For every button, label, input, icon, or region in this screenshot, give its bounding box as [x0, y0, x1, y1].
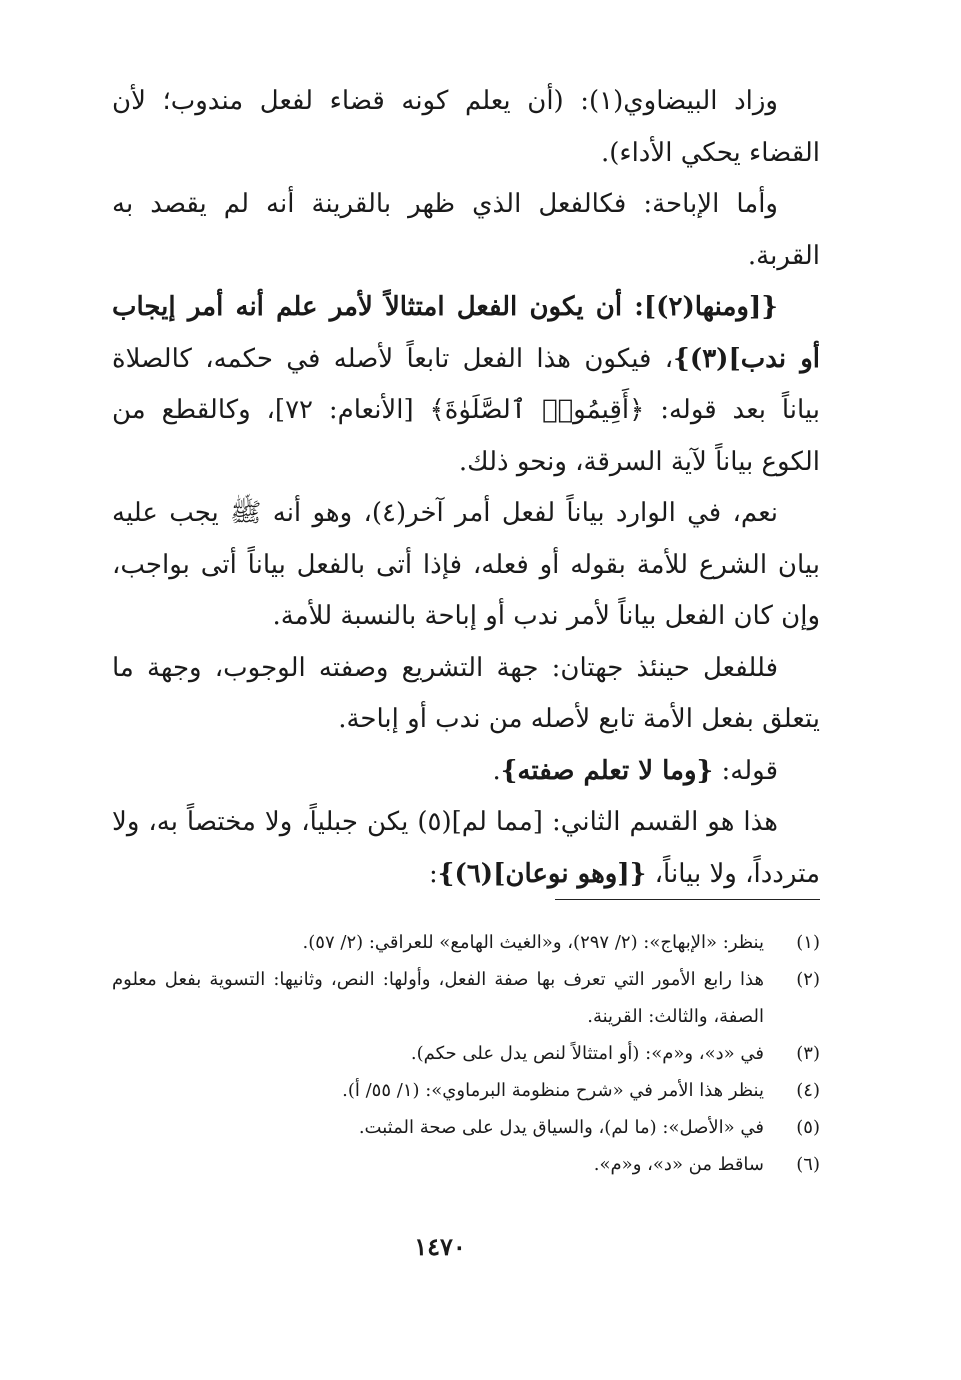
footnote-number: (٣)	[796, 1043, 820, 1064]
footnote-5	[112, 1109, 820, 1146]
footnote-3	[112, 1035, 820, 1072]
footnote-text: في «الأصل»: (ما لم)، والسياق يدل على صحة المثبت.	[358, 1117, 764, 1138]
footnote-number: (٥)	[796, 1117, 820, 1138]
paragraph-6-end: .	[492, 755, 501, 786]
main-text	[112, 76, 820, 900]
paragraph-7	[112, 797, 820, 900]
footnote-text: ينظر: «الإبهاج»: (٢/ ٢٩٧)، و«الغيث الهامع» للعراقي: (٢/ ٥٧).	[302, 932, 764, 953]
paragraph-7-end: :	[429, 858, 438, 889]
page-number: ١٤٧٠	[414, 1232, 466, 1261]
footnote-number: (٢)	[796, 969, 820, 990]
footnote-number: (٤)	[796, 1080, 820, 1101]
footnote-text: ينظر هذا الأمر في «شرح منظومة البرماوي»: (١/ ٥٥/ أ).	[342, 1080, 764, 1101]
footnote-separator	[555, 899, 820, 900]
footnote-text: في «د»، و«م»: (أو امتثالاً لنص يدل على حكم).	[410, 1043, 764, 1064]
paragraph-6	[112, 746, 820, 798]
paragraph-7-text: هذا هو القسم الثاني: [مما لم](٥) يكن جبلياً، ولا مختصاً به، ولا متردداً، ولا بياناً،	[112, 807, 820, 889]
paragraph-7-bold: {[وهو نوعان](٦)}	[437, 858, 647, 889]
paragraph-3-rest: ، فيكون هذا الفعل تابعاً لأصله في حكمه، كالصلاة بياناً بعد قوله: ﴿أَقِيمُوا۟ ٱلصَّلَوٰةَ﴾ [الأنعام: ٧٢]، وكالقطع من الكوع بياناً لآية السرقة، ونحو ذلك.	[112, 343, 820, 477]
footnote-text: ساقط من «د»، و«م».	[593, 1154, 764, 1175]
paragraph-3	[112, 282, 820, 488]
paragraph-5: فللفعل حينئذ جهتان: جهة التشريع وصفته الوجوب، وجهة ما يتعلق بفعل الأمة تابع لأصله من ندب أو إباحة.	[112, 652, 820, 734]
footnote-number: (١)	[796, 932, 820, 953]
paragraph-6-lead: قوله:	[713, 755, 778, 786]
footnote-2	[112, 961, 820, 1035]
paragraph-3-bold: {[ومنها(٢)]: أن يكون الفعل امتثالاً لأمر علم أنه أمر إيجاب أو ندب](٣)}	[112, 292, 821, 374]
footnote-1	[112, 924, 820, 961]
footnote-4	[112, 1072, 820, 1109]
paragraph-1: وزاد البيضاوي(١): (أن يعلم كونه قضاء لفعل مندوب؛ لأن القضاء يحكي الأداء).	[112, 86, 820, 168]
paragraph-4: نعم، في الوارد بياناً لفعل أمر آخر(٤)، وهو أنه ﷺ يجب عليه بيان الشرع للأمة بقوله أو فعله، فإذا أتى بالفعل بياناً أتى بواجب، وإن كان الفعل بياناً لأمر ندب أو إباحة بالنسبة للأمة.	[112, 498, 820, 631]
paragraph-2: وأما الإباحة: فكالفعل الذي ظهر بالقرينة أنه لم يقصد به القربة.	[112, 189, 820, 271]
footnote-number: (٦)	[796, 1154, 820, 1175]
footnote-6	[112, 1146, 820, 1183]
paragraph-6-bold: {وما لا تعلم صفته}	[500, 755, 714, 786]
footnotes	[112, 924, 820, 1183]
footnote-text: هذا رابع الأمور التي تعرف بها صفة الفعل، وأولها: النص، وثانيها: التسوية بفعل معلوم الصفة، والثالث: القرينة.	[112, 969, 764, 1027]
